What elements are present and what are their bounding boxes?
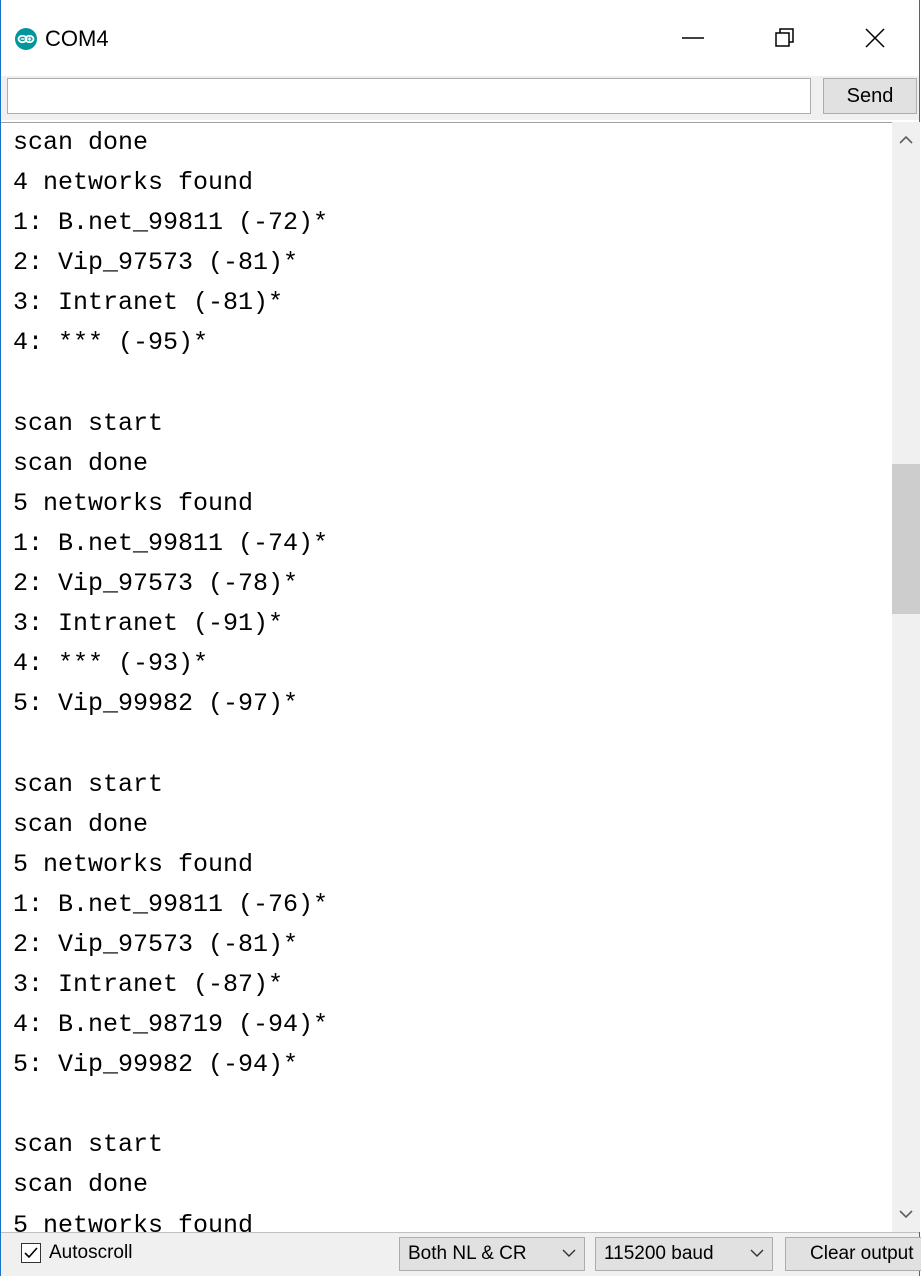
close-button[interactable] bbox=[829, 0, 921, 76]
minimize-icon bbox=[682, 27, 704, 49]
output-line bbox=[13, 724, 328, 764]
scroll-thumb[interactable] bbox=[892, 464, 920, 614]
send-bar bbox=[1, 76, 919, 120]
output-line: 4: B.net_98719 (-94)* bbox=[13, 1010, 329, 1040]
restore-button[interactable] bbox=[739, 0, 831, 76]
output-line bbox=[13, 1085, 328, 1125]
output-line: 5 networks found bbox=[13, 1210, 254, 1232]
send-button[interactable]: Send bbox=[823, 78, 917, 114]
serial-output[interactable] bbox=[1, 122, 892, 1232]
scroll-down-button[interactable] bbox=[892, 1196, 920, 1232]
output-line: scan start bbox=[13, 408, 164, 438]
output-line: 1: B.net_99811 (-76)* bbox=[13, 889, 329, 919]
output-line: 5 networks found bbox=[13, 488, 254, 518]
chevron-down-icon bbox=[899, 1209, 913, 1219]
output-text bbox=[13, 123, 328, 1232]
output-line: scan start bbox=[13, 1130, 164, 1160]
baud-rate-select[interactable] bbox=[595, 1237, 773, 1271]
output-line: 1: B.net_99811 (-74)* bbox=[13, 528, 329, 558]
output-line: 3: Intranet (-87)* bbox=[13, 969, 284, 999]
output-line: 4: *** (-93)* bbox=[13, 649, 209, 679]
scroll-up-button[interactable] bbox=[892, 122, 920, 158]
line-ending-select[interactable] bbox=[399, 1237, 585, 1271]
output-line: 5 networks found bbox=[13, 849, 254, 879]
checkmark-icon bbox=[22, 1244, 40, 1262]
clear-output-label: Clear output bbox=[810, 1243, 914, 1264]
output-line: 5: Vip_99982 (-97)* bbox=[13, 689, 299, 719]
arduino-icon bbox=[15, 28, 37, 50]
output-line: scan done bbox=[13, 809, 149, 839]
output-line: scan done bbox=[13, 128, 149, 157]
autoscroll-checkbox[interactable] bbox=[21, 1243, 41, 1263]
output-line: 3: Intranet (-81)* bbox=[13, 288, 284, 318]
output-line: 1: B.net_99811 (-72)* bbox=[13, 208, 329, 238]
baud-rate-value: 115200 baud bbox=[604, 1243, 714, 1264]
restore-icon bbox=[774, 27, 796, 49]
output-line: 2: Vip_97573 (-81)* bbox=[13, 248, 299, 278]
close-icon bbox=[864, 27, 886, 49]
autoscroll-label: Autoscroll bbox=[49, 1242, 133, 1263]
output-line: 4: *** (-95)* bbox=[13, 328, 209, 358]
output-line: 4 networks found bbox=[13, 168, 254, 198]
output-line: 3: Intranet (-91)* bbox=[13, 609, 284, 639]
chevron-down-icon bbox=[562, 1248, 576, 1258]
output-line: 5: Vip_99982 (-94)* bbox=[13, 1050, 299, 1080]
chevron-down-icon bbox=[750, 1248, 764, 1258]
window-title: COM4 bbox=[45, 26, 109, 51]
title-bar[interactable] bbox=[1, 0, 919, 76]
output-line bbox=[13, 364, 328, 404]
output-line: scan done bbox=[13, 1170, 149, 1200]
output-line: scan done bbox=[13, 448, 149, 478]
clear-output-button[interactable] bbox=[785, 1237, 921, 1271]
line-ending-value: Both NL & CR bbox=[408, 1243, 527, 1264]
vertical-scrollbar[interactable] bbox=[892, 122, 920, 1232]
output-line: scan start bbox=[13, 769, 164, 799]
chevron-up-icon bbox=[899, 135, 913, 145]
minimize-button[interactable] bbox=[647, 0, 739, 76]
output-line: 2: Vip_97573 (-78)* bbox=[13, 569, 299, 599]
serial-input[interactable] bbox=[7, 78, 811, 114]
output-line: 2: Vip_97573 (-81)* bbox=[13, 929, 299, 959]
status-bar bbox=[1, 1232, 919, 1276]
